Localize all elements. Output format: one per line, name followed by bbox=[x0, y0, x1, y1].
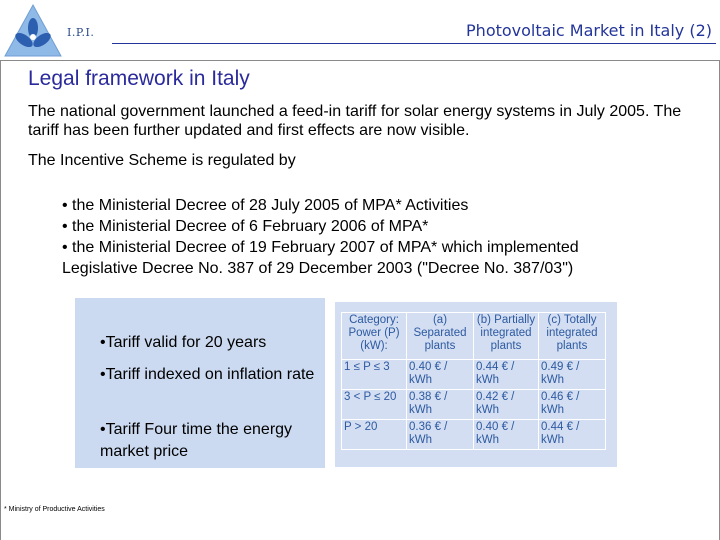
tariff-cell: 0.38 € / kWh bbox=[407, 390, 474, 420]
tariff-cell: 0.46 € / kWh bbox=[539, 390, 606, 420]
highlight-item: •Tariff indexed on inflation rate bbox=[100, 366, 315, 383]
header-cell: (b) Partially integrated plants bbox=[474, 313, 539, 360]
table-header-row bbox=[342, 313, 606, 360]
header-cell: Category: Power (P)(kW): bbox=[342, 313, 407, 360]
table-row bbox=[342, 390, 606, 420]
tariff-table bbox=[341, 312, 606, 450]
deck-title: Photovoltaic Market in Italy (2) bbox=[466, 21, 712, 40]
header-cell: (c) Totally integrated plants bbox=[539, 313, 606, 360]
footnote: * Ministry of Productive Activities bbox=[4, 506, 105, 513]
tariff-cell: 0.44 € / kWh bbox=[474, 360, 539, 390]
triangle-logo-icon bbox=[2, 2, 64, 60]
incentive-paragraph: The Incentive Scheme is regulated by bbox=[28, 152, 296, 169]
slide-heading: Legal framework in Italy bbox=[28, 67, 250, 90]
tariff-highlights-box bbox=[75, 298, 325, 468]
logo-text: I.P.I. bbox=[67, 26, 95, 39]
table-row bbox=[342, 420, 606, 450]
tariff-cell: 0.40 € / kWh bbox=[474, 420, 539, 450]
intro-paragraph: The national government launched a feed-in tariff for solar energy systems in July 2005. The tariff has been further updated and first effects are now visible. bbox=[28, 103, 682, 139]
highlight-item: •Tariff valid for 20 years bbox=[100, 334, 267, 351]
title-rule bbox=[112, 43, 716, 44]
tariff-cell: 0.49 € / kWh bbox=[539, 360, 606, 390]
ipi-logo bbox=[2, 2, 106, 60]
power-cell: 3 < P ≤ 20 bbox=[342, 390, 407, 420]
decree-list bbox=[62, 195, 702, 279]
power-cell: 1 ≤ P ≤ 3 bbox=[342, 360, 407, 390]
header-cell: (a) Separated plants bbox=[407, 313, 474, 360]
table-row bbox=[342, 360, 606, 390]
highlight-item: •Tariff Four time the energy market price bbox=[100, 421, 293, 460]
decree-item: • the Ministerial Decree of 19 February 2007 of MPA* which implemented bbox=[62, 239, 579, 256]
decree-item: • the Ministerial Decree of 6 February 2006 of MPA* bbox=[62, 218, 429, 235]
tariff-cell: 0.36 € / kWh bbox=[407, 420, 474, 450]
tariff-cell: 0.44 € / kWh bbox=[539, 420, 606, 450]
decree-item: Legislative Decree No. 387 of 29 December 2003 ("Decree No. 387/03") bbox=[62, 260, 574, 277]
tariff-cell: 0.42 € / kWh bbox=[474, 390, 539, 420]
power-cell: P > 20 bbox=[342, 420, 407, 450]
decree-item: • the Ministerial Decree of 28 July 2005 of MPA* Activities bbox=[62, 197, 469, 214]
tariff-cell: 0.40 € / kWh bbox=[407, 360, 474, 390]
